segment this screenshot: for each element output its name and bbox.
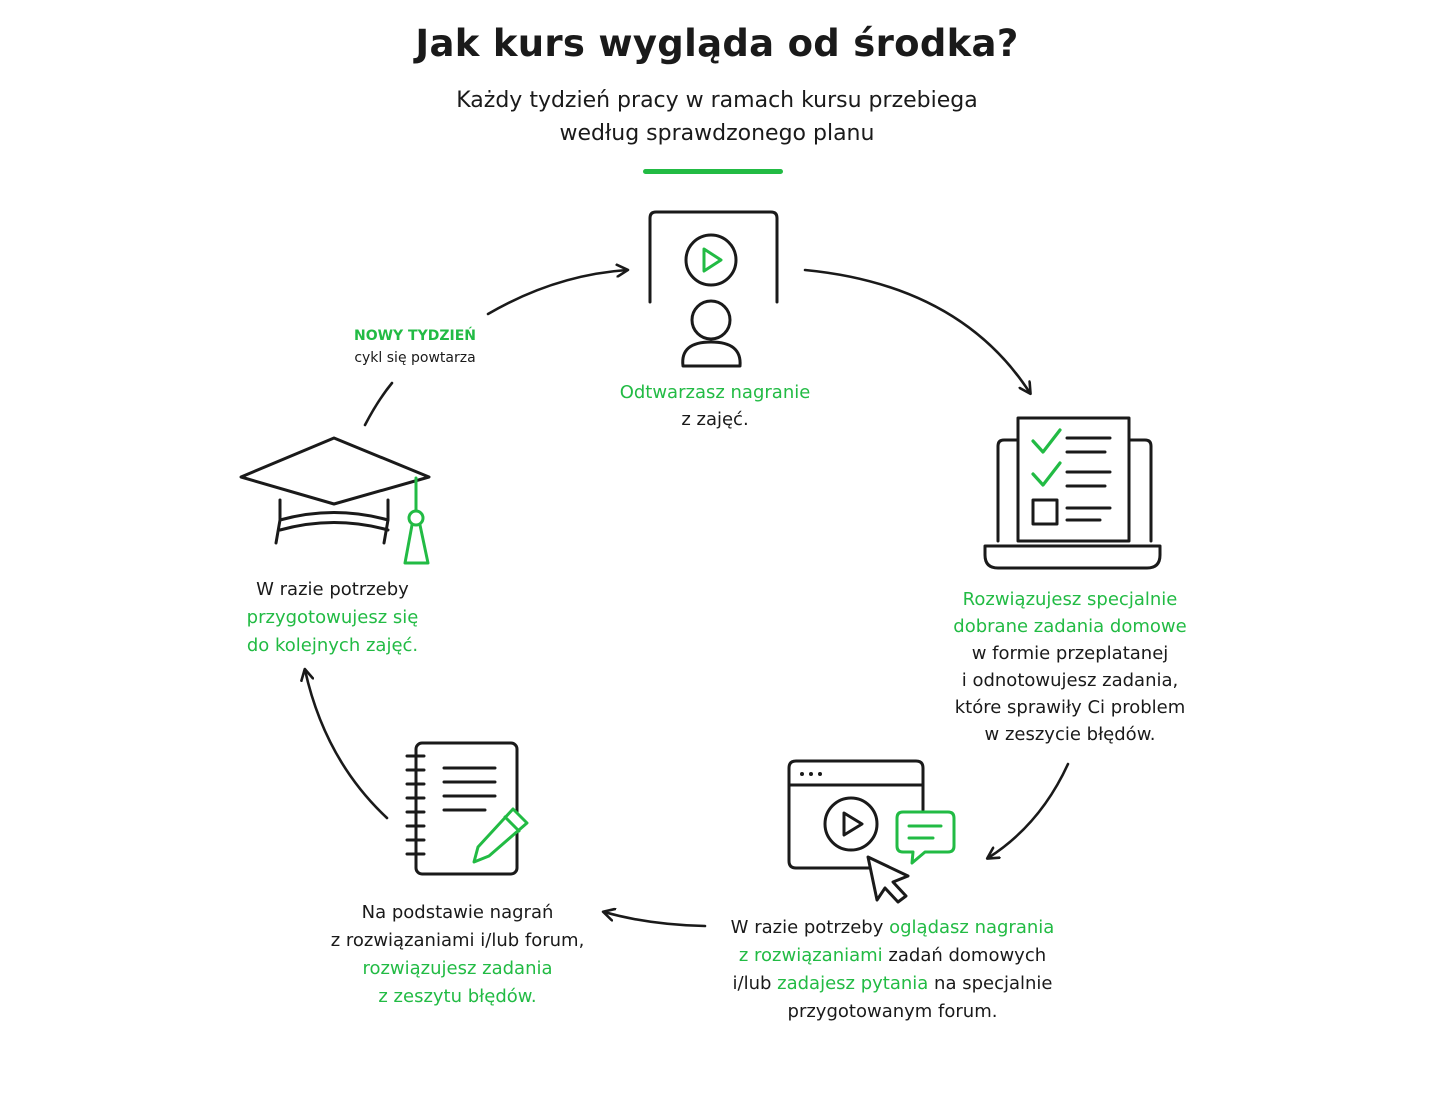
arrow-to-prepare [305, 670, 387, 818]
step-line [700, 970, 1085, 998]
arrow-to-errors [604, 912, 705, 926]
step-highlight: z zeszytu błędów. [378, 986, 537, 1007]
cycle-note [300, 325, 530, 369]
arrow-to-forum [988, 764, 1068, 858]
step-highlight: zadajesz pytania [777, 973, 929, 994]
step-line: w zeszycie błędów. [984, 724, 1156, 745]
step-highlight: Odtwarzasz nagranie [619, 382, 811, 403]
subtitle-line: według sprawdzonego planu [559, 121, 875, 146]
step-homework-text [920, 586, 1220, 748]
arrow-to-homework [805, 270, 1030, 393]
page-title: Jak kurs wygląda od środka? [415, 22, 1019, 65]
subtitle-line: Każdy tydzień pracy w ramach kursu przebiega [456, 88, 978, 113]
step-prepare-text [200, 576, 465, 660]
step-errors-text [300, 899, 615, 1011]
step-highlight: dobrane zadania domowe [953, 616, 1187, 637]
video-forum-icon [789, 761, 954, 902]
step-line: Na podstawie nagrań [361, 902, 554, 923]
step-highlight: z rozwiązaniami [738, 945, 883, 966]
step-highlight: do kolejnych zajęć. [246, 635, 419, 656]
arrow-to-video [488, 270, 627, 314]
step-line: z zajęć. [681, 409, 749, 430]
step-text-part: i/lub [732, 973, 778, 994]
step-line: które sprawiły Ci problem [954, 697, 1186, 718]
arrow-segment-cap [365, 383, 392, 425]
step-forum-text [700, 914, 1085, 1026]
step-line [700, 942, 1085, 970]
step-text-part: na specjalnie [928, 973, 1053, 994]
step-line: przygotowanym forum. [787, 1001, 998, 1022]
step-line [700, 914, 1085, 942]
cycle-note-heading: NOWY TYDZIEŃ [353, 328, 477, 344]
graduation-cap-icon [241, 438, 429, 563]
video-lesson-icon [650, 212, 777, 366]
step-highlight: przygotowujesz się [246, 607, 419, 628]
step-video-text [560, 379, 870, 433]
step-highlight: rozwiązujesz zadania [362, 958, 553, 979]
step-line: i odnotowujesz zadania, [961, 670, 1179, 691]
notebook-pencil-icon [407, 743, 527, 874]
step-text-part: zadań domowych [882, 945, 1047, 966]
step-line: w formie przeplatanej [971, 643, 1169, 664]
step-line: W razie potrzeby [256, 579, 409, 600]
step-line: z rozwiązaniami i/lub forum, [330, 930, 585, 951]
step-highlight: oglądasz nagrania [889, 917, 1055, 938]
cycle-note-text: cykl się powtarza [354, 350, 476, 366]
step-highlight: Rozwiązujesz specjalnie [962, 589, 1178, 610]
laptop-checklist-icon [985, 418, 1160, 568]
step-text-part: W razie potrzeby [730, 917, 890, 938]
